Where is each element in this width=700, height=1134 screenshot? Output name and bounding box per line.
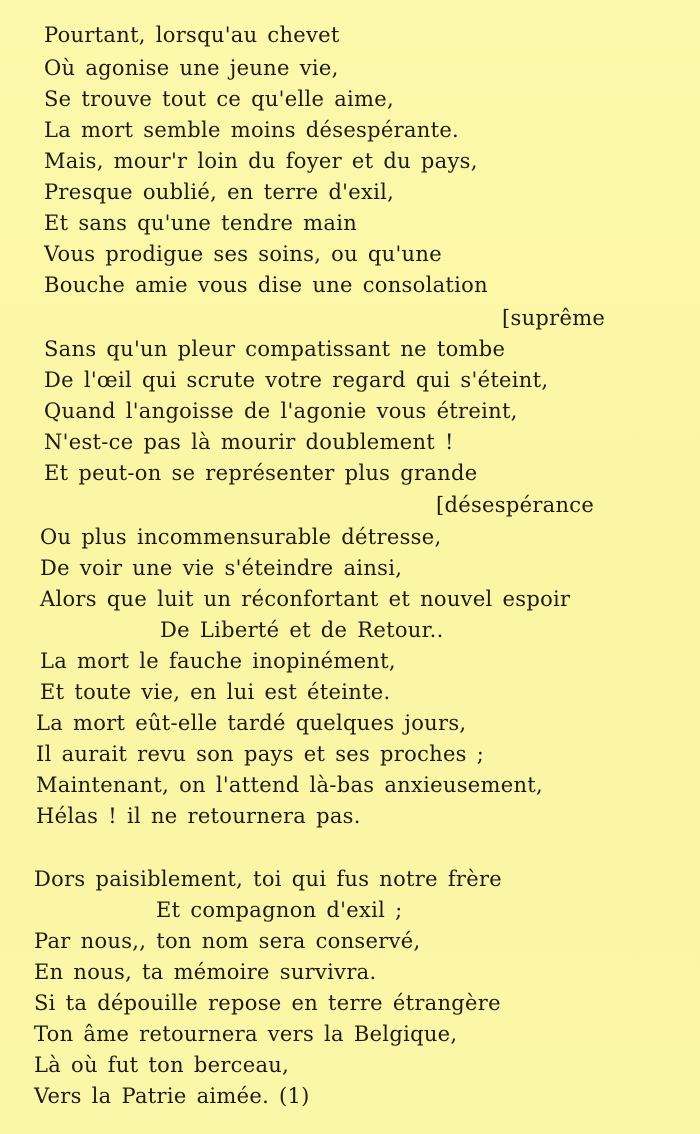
poem-line: Et peut-on se représenter plus grande [44, 461, 478, 485]
poem-line: De voir une vie s'éteindre ainsi, [40, 556, 403, 580]
poem-line: Vous prodigue ses soins, ou qu'une [44, 242, 442, 266]
poem-line: Dors paisiblement, toi qui fus notre frère [34, 867, 503, 891]
poem-line: Ton âme retournera vers la Belgique, [34, 1022, 458, 1046]
poem-line: Vers la Patrie aimée. (1) [34, 1084, 310, 1108]
poem-line: Sans qu'un pleur compatissant ne tombe [44, 337, 506, 361]
poem-line: Et sans qu'une tendre main [44, 211, 358, 235]
poem-line-continuation: [désespérance [436, 493, 595, 517]
poem-line: La mort eût-elle tardé quelques jours, [36, 711, 467, 735]
poem-line: Maintenant, on l'attend là-bas anxieusement, [36, 773, 543, 797]
poem-line: Si ta dépouille repose en terre étrangère [34, 991, 501, 1015]
poem-line: Se trouve tout ce qu'elle aime, [44, 87, 394, 111]
poem-line: Là où fut ton berceau, [34, 1053, 290, 1077]
poem-line-continuation: [suprême [502, 306, 606, 330]
poem-line: Et compagnon d'exil ; [156, 898, 403, 922]
poem-line: Quand l'angoisse de l'agonie vous étreint, [44, 399, 518, 423]
poem-line: En nous, ta mémoire survivra. [34, 960, 377, 984]
poem-line: De l'œil qui scrute votre regard qui s'éteint, [44, 368, 549, 392]
poem-line: La mort le fauche inopinément, [40, 649, 396, 673]
poem-line: Alors que luit un réconfortant et nouvel espoir [40, 587, 571, 611]
poem-line: N'est-ce pas là mourir doublement ! [44, 430, 454, 454]
poem-line: Hélas ! il ne retournera pas. [36, 804, 361, 828]
poem-line: Ou plus incommensurable détresse, [40, 525, 442, 549]
poem-line: Par nous,, ton nom sera conservé, [34, 929, 421, 953]
poem-line: Il aurait revu son pays et ses proches ; [36, 742, 485, 766]
poem-line: Mais, mour'r loin du foyer et du pays, [44, 149, 478, 173]
poem-line: Bouche amie vous dise une consolation [44, 273, 488, 297]
poem-line: La mort semble moins désespérante. [44, 118, 460, 142]
poem-line: De Liberté et de Retour.. [160, 618, 444, 642]
poem-line: Où agonise une jeune vie, [44, 56, 339, 80]
poem-line: Pourtant, lorsqu'au chevet [44, 23, 340, 47]
poem-line: Presque oublié, en terre d'exil, [44, 180, 395, 204]
poem-line: Et toute vie, en lui est éteinte. [40, 680, 391, 704]
